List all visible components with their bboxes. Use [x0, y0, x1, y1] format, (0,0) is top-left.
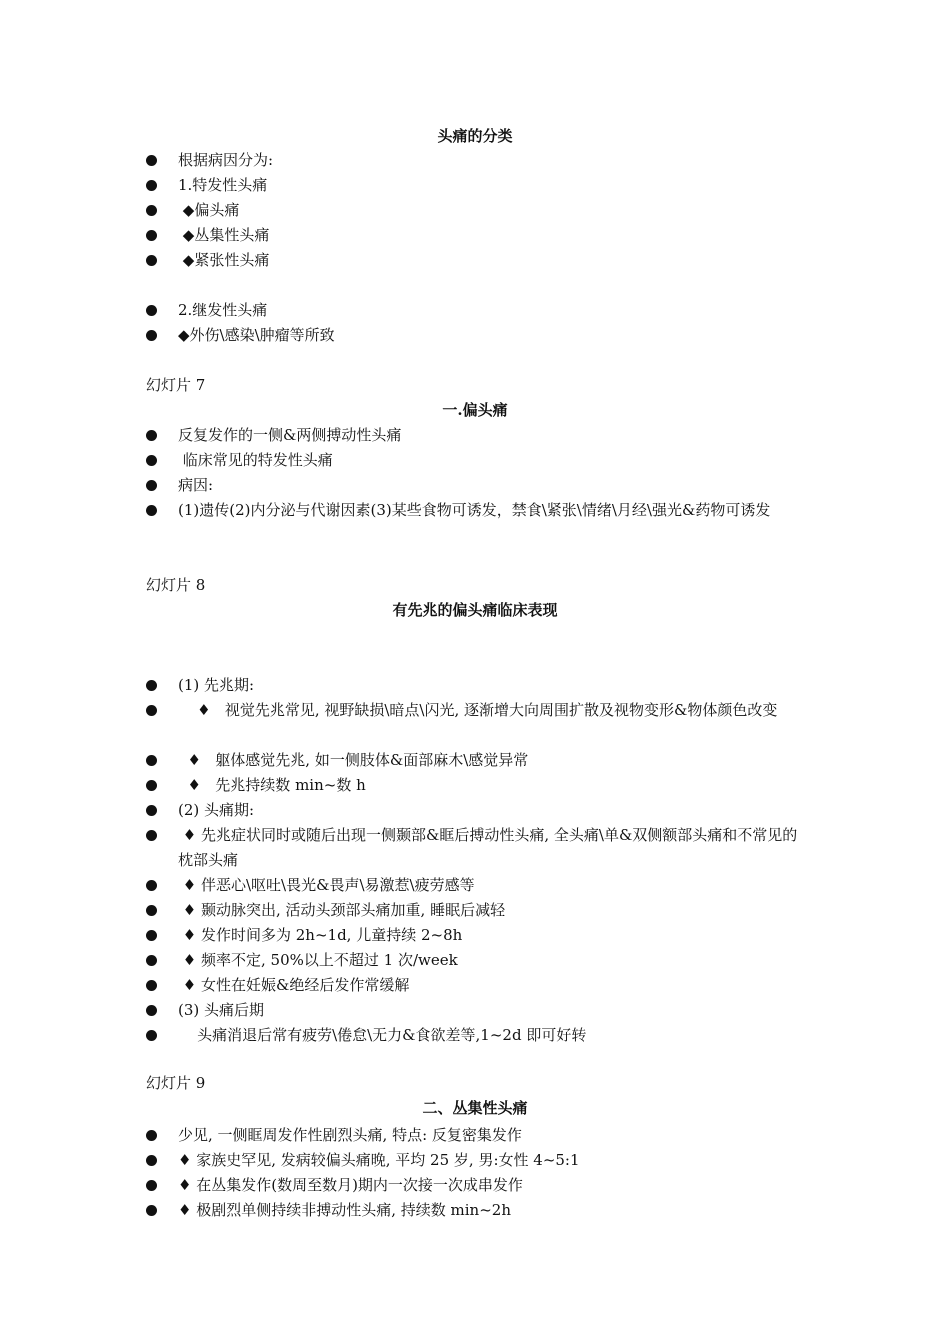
bullet-icon: [146, 905, 157, 916]
bullet-icon: [146, 180, 157, 191]
bullet-icon: [146, 455, 157, 466]
bullet-icon: [146, 830, 157, 841]
bullet-icon: [146, 1155, 157, 1166]
bullet-icon: [146, 805, 157, 816]
bullet-icon: [146, 980, 157, 991]
slide-label-7: 幻灯片 7: [146, 376, 206, 394]
bullet-icon: [146, 755, 157, 766]
slide-label-9: 幻灯片 9: [146, 1074, 206, 1092]
section-title-headache-classification: 头痛的分类: [437, 127, 513, 145]
slide-label-8: 幻灯片 8: [146, 576, 206, 594]
section-title-migraine-with-aura: 有先兆的偏头痛临床表现: [392, 601, 558, 619]
bullet-icon: [146, 430, 157, 441]
bullet-icon: [146, 505, 157, 516]
bullet-icon: [146, 1030, 157, 1041]
bullet-icon: [146, 955, 157, 966]
bullet-icon: [146, 230, 157, 241]
bullet-icon: [146, 155, 157, 166]
bullet-icon: [146, 705, 157, 716]
bullet-icon: [146, 880, 157, 891]
bullet-icon: [146, 1005, 157, 1016]
bullet-icon: [146, 205, 157, 216]
bullet-icon: [146, 1130, 157, 1141]
bullet-icon: [146, 1180, 157, 1191]
bullet-icon: [146, 305, 157, 316]
bullet-icon: [146, 680, 157, 691]
bullet-icon: [146, 255, 157, 266]
bullet-icon: [146, 1205, 157, 1216]
bullet-icon: [146, 330, 157, 341]
bullet-icon: [146, 780, 157, 791]
section-title-cluster-headache: 二、丛集性头痛: [422, 1099, 528, 1117]
bullet-icon: [146, 930, 157, 941]
bullet-icon: [146, 480, 157, 491]
document-page: 头痛的分类 根据病因分为: 1.特发性头痛 ◆偏头痛 ◆丛集性头痛 ◆紧张性头痛 2.继发性头痛 ◆外伤\感染\肿瘤等所致 幻灯片 7 一.偏头痛 反复发作的一侧&两侧搏动性头痛 临床常见的特发性头痛 病因: (1)遗传(2)内分泌与代谢因素(3)某些食物可诱发，禁食\紧张\情绪\月经\强光&药物可诱发 幻灯片 8 有先兆的偏头痛临床表现 (1) 先兆期: ♦ 视觉先兆常见, 视野缺损\暗点\闪光, 逐渐增大向周围扩散及视物变形&物体颜色改变 ♦ 躯体感觉先兆, 如一侧肢体&面部麻木\感觉异常 ♦ 先兆持续数 min~数 h (2) 头痛期: ♦ 先兆症状同时或随后出现一侧颞部&眶后搏动性头痛, 全头痛\单&双侧额部头痛和不常见的枕部头痛 ♦ 伴恶心\呕吐\畏光&畏声\易激惹\疲劳感等 ♦ 颞动脉突出, 活动头颈部头痛加重, 睡眠后减轻 ♦ 发作时间多为 2h~1d, 儿童持续 2~8h ♦ 频率不定, 50%以上不超过 1 次/week ♦ 女性在妊娠&绝经后发作常缓解 (3) 头痛后期 头痛消退后常有疲劳\倦怠\无力&食欲差等,1~2d 即可好转 幻灯片 9 二、丛集性头痛 少见, 一侧眶周发作性剧烈头痛, 特点: 反复密集发作 ♦ 家族史罕见, 发病较偏头痛晚, 平均 25 岁, 男:女性 4~5:1 ♦ 在丛集发作(数周至数月)期内一次接一次成串发作 ♦ 极剧烈单侧持续非搏动性头痛, 持续数 min~2h: [0, 0, 950, 1344]
section-title-migraine: 一.偏头痛: [442, 401, 508, 419]
